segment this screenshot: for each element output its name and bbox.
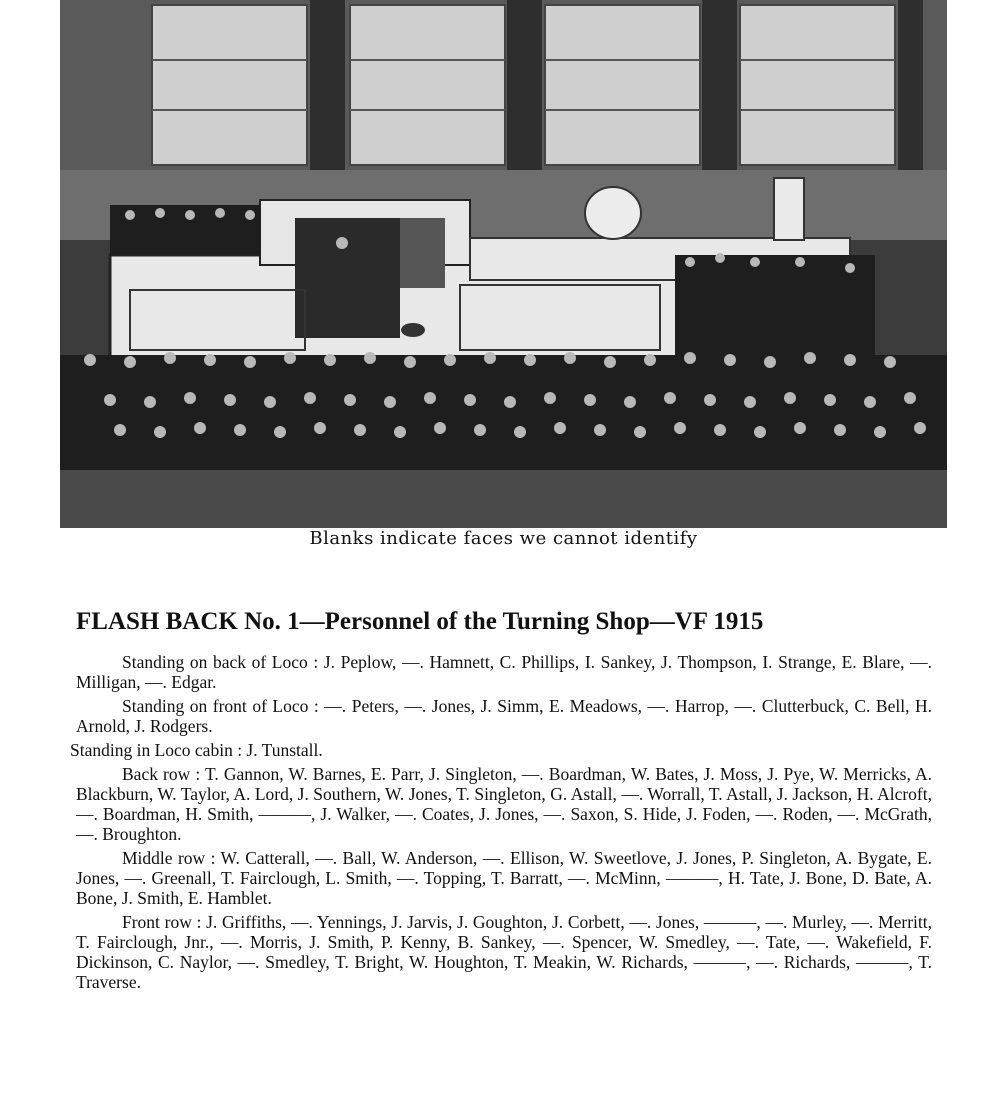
photo-caption: Blanks indicate faces we cannot identify: [309, 528, 698, 549]
workshop-group-photo-icon: [60, 0, 947, 528]
paragraph-front-row: Front row : J. Griffiths, —. Yennings, J. Jarvis, J. Goughton, J. Corbett, —. Jones, ———, —. Murley, —. Merritt, T. Fairclough, Jnr., —. Morris, J. Smith, P. Kenny, B. Sankey, —. Spencer, W. Smedley, —. Tate, —. Wakefield, F. Dickinson, C. Naylor, —. Smedley, T. Bright, W. Houghton, T. Meakin, W. Richards, ———, —. Richards, ———, T. Traverse.: [76, 912, 932, 992]
paragraph-back-row: Back row : T. Gannon, W. Barnes, E. Parr, J. Singleton, —. Boardman, W. Bates, J. Moss, J. Pye, W. Merricks, A. Blackburn, W. Taylor, A. Lord, J. Southern, W. Jones, T. Singleton, G. Astall, —. Worrall, T. Astall, J. Jackson, H. Alcroft, —. Boardman, H. Smith, ———, J. Walker, —. Coates, J. Jones, —. Saxon, S. Hide, J. Foden, —. Roden, —. McGrath, —. Broughton.: [76, 764, 932, 844]
paragraph-front-of-loco: Standing on front of Loco : —. Peters, —. Jones, J. Simm, E. Meadows, —. Harrop, —. Clutterbuck, C. Bell, H. Arnold, J. Rodgers.: [76, 696, 932, 736]
article-body: [70, 652, 932, 996]
paragraph-loco-cabin: Standing in Loco cabin : J. Tunstall.: [70, 740, 323, 760]
article-title: FLASH BACK No. 1—Personnel of the Turning Shop—VF 1915: [76, 608, 764, 635]
paragraph-back-of-loco: Standing on back of Loco : J. Peplow, —. Hamnett, C. Phillips, I. Sankey, J. Thompson, I. Strange, E. Blare, —. Milligan, —. Edgar.: [76, 652, 932, 692]
paragraph-middle-row: Middle row : W. Catterall, —. Ball, W. Anderson, —. Ellison, W. Sweetlove, J. Jones, P. Singleton, A. Bygate, E. Jones, —. Greenall, T. Fairclough, L. Smith, —. Topping, T. Barratt, —. McMinn, ———, H. Tate, J. Bone, D. Bate, A. Bone, J. Smith, E. Hamblet.: [76, 848, 932, 908]
group-photo: [60, 0, 947, 528]
